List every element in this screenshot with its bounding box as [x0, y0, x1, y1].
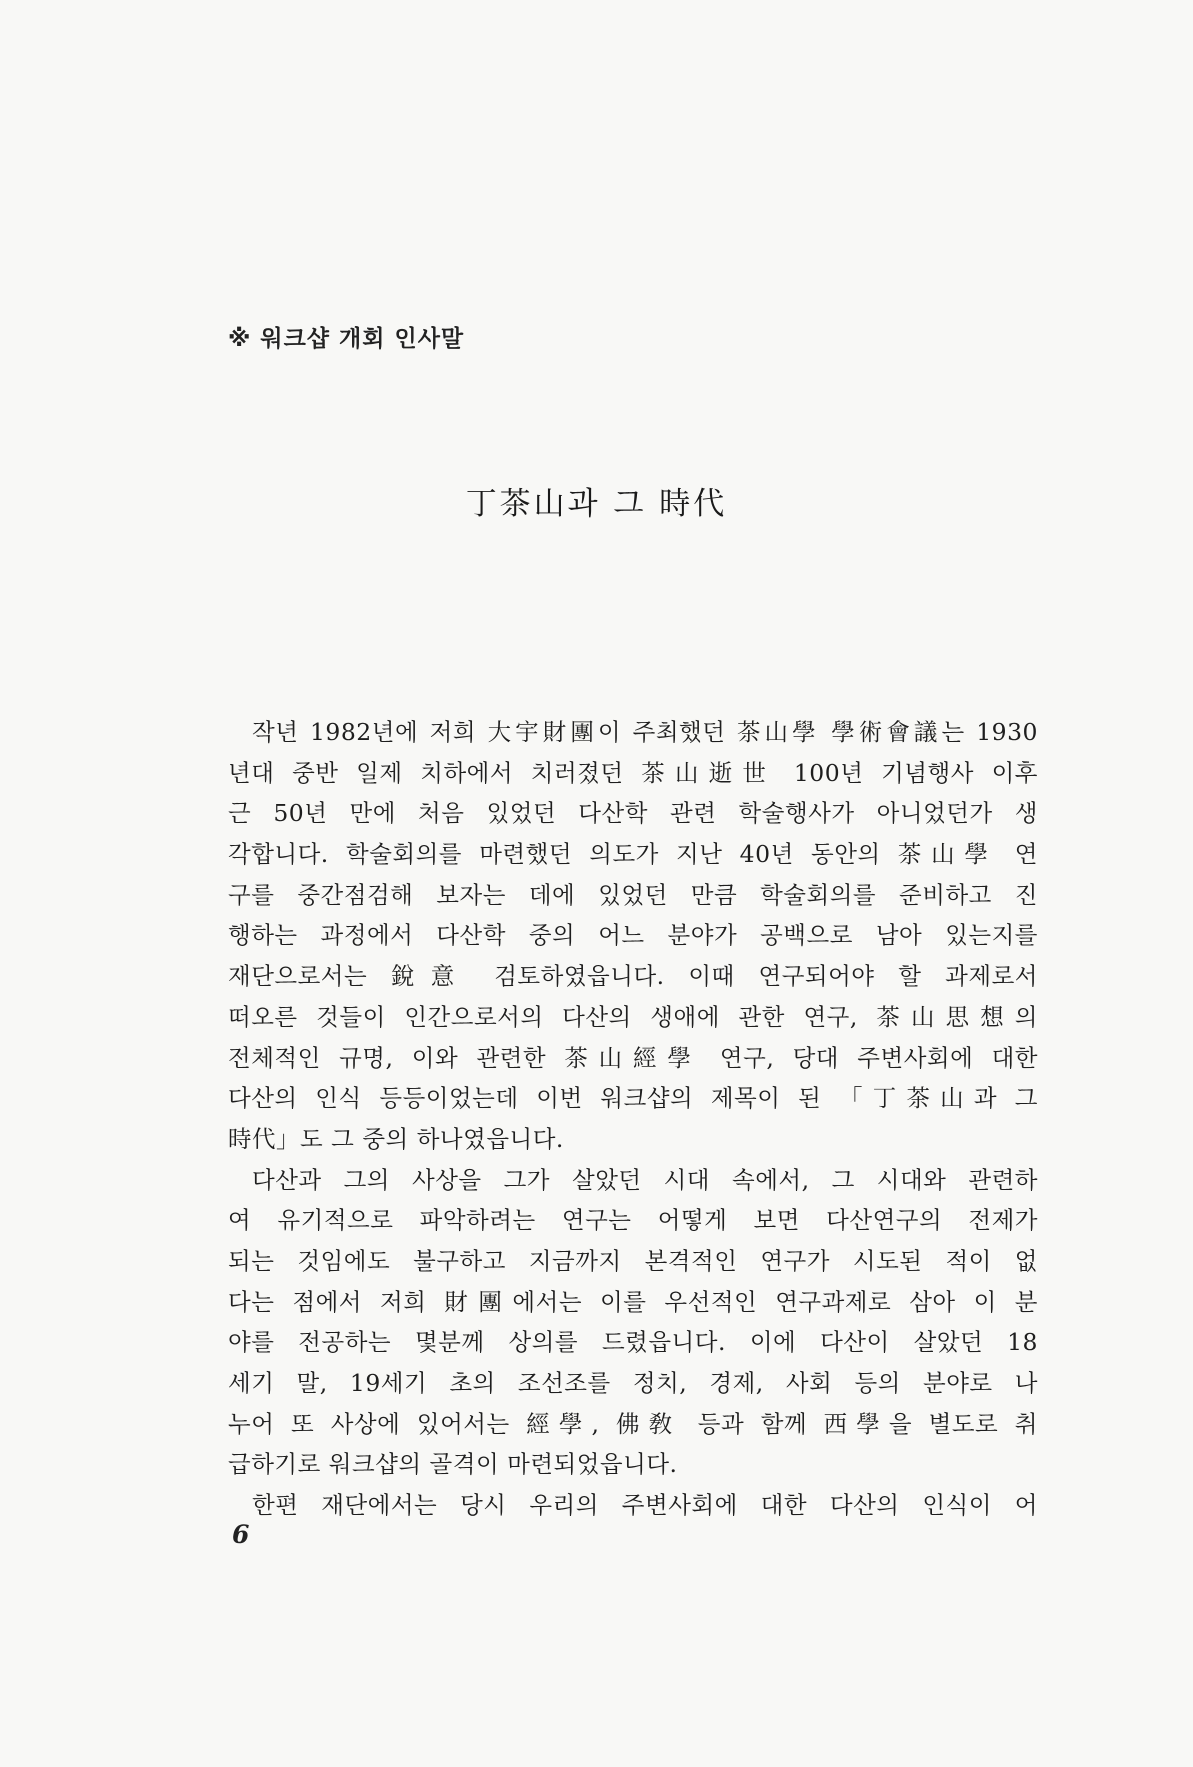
text-line: 세기 말, 19세기 초의 조선조를 정치, 경제, 사회 등의 분야로 나 — [228, 1369, 1038, 1397]
text-line: 다는 점에서 저희 財團에서는 이를 우선적인 연구과제로 삼아 이 분 — [228, 1287, 1038, 1316]
page-number: 6 — [232, 1520, 250, 1549]
text-line: 행하는 과정에서 다산학 중의 어느 분야가 공백으로 남아 있는지를 — [228, 921, 1038, 950]
text-line: 야를 전공하는 몇분께 상의를 드렸읍니다. 이에 다산이 살았던 18 — [228, 1328, 1038, 1357]
text-line: 누어 또 사상에 있어서는 經學, 佛敎 등과 함께 西學을 별도로 취 — [228, 1409, 1038, 1438]
text-line: 재단으로서는 銳意 검토하였읍니다. 이때 연구되어야 할 과제로서 — [228, 962, 1038, 991]
text-line: 여 유기적으로 파악하려는 연구는 어떻게 보면 다산연구의 전제가 — [228, 1206, 1038, 1235]
text-line: 구를 중간점검해 보자는 데에 있었던 만큼 학술회의를 준비하고 진 — [228, 880, 1038, 909]
text-line: 떠오른 것들이 인간으로서의 다산의 생애에 관한 연구, 茶山思想의 — [228, 1002, 1038, 1031]
text-line: 작년 1982년에 저희 大宇財團이 주최했던 茶山學 學術會議는 1930 — [252, 718, 1039, 746]
text-line: 급하기로 워크샵의 골격이 마련되었읍니다. — [228, 1450, 678, 1479]
text-line: 다산의 인식 등등이었는데 이번 워크샵의 제목이 된 「丁茶山과 그 — [228, 1084, 1038, 1113]
text-line: 한편 재단에서는 당시 우리의 주변사회에 대한 다산의 인식이 어 — [252, 1491, 1038, 1520]
page-title: 丁茶山과 그 時代 — [465, 486, 728, 522]
text-line: 時代」도 그 중의 하나였읍니다. — [228, 1124, 564, 1153]
text-line: 다산과 그의 사상을 그가 살았던 시대 속에서, 그 시대와 관련하 — [252, 1165, 1038, 1194]
text-line: 근 50년 만에 처음 있었던 다산학 관련 학술행사가 아니었던가 생 — [228, 799, 1038, 828]
text-line: 각합니다. 학술회의를 마련했던 의도가 지난 40년 동안의 茶山學 연 — [228, 840, 1038, 869]
body-text — [228, 712, 1038, 1526]
section-label: ※ 워크샵 개회 인사말 — [228, 326, 465, 352]
text-line: 전체적인 규명, 이와 관련한 茶山經學 연구, 당대 주변사회에 대한 — [228, 1043, 1038, 1072]
text-line: 되는 것임에도 불구하고 지금까지 본격적인 연구가 시도된 적이 없 — [228, 1246, 1038, 1275]
text-line: 년대 중반 일제 치하에서 치러졌던 茶山逝世 100년 기념행사 이후 — [228, 758, 1038, 787]
